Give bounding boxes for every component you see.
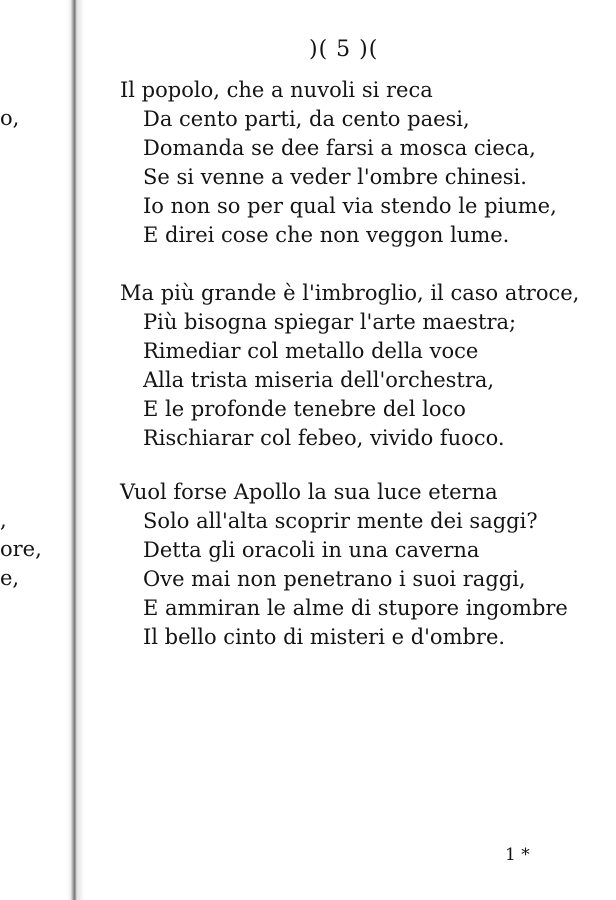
facing-page-edge xyxy=(0,0,64,900)
verse-line: Rimediar col metallo della voce xyxy=(143,339,479,363)
binding-gutter xyxy=(66,0,84,900)
verse-line: Detta gli oracoli in una caverna xyxy=(143,538,480,562)
stanza-2 xyxy=(120,279,590,453)
stanza-1 xyxy=(120,76,590,250)
page-number: )( 5 )( xyxy=(309,37,379,62)
facing-page-fragment: o, xyxy=(0,106,20,130)
verse-line: Il bello cinto di misteri e d'ombre. xyxy=(143,625,506,649)
verse-line: Il popolo, che a nuvoli si reca xyxy=(120,78,433,102)
facing-page-fragment: ore, xyxy=(0,537,42,561)
verse-line: Alla trista miseria dell'orchestra, xyxy=(143,368,495,392)
verse-line: Più bisogna spiegar l'arte maestra; xyxy=(143,310,517,334)
verse-line: E le profonde tenebre del loco xyxy=(143,397,466,421)
stanza-3 xyxy=(120,478,590,652)
verse-line: Domanda se dee farsi a mosca cieca, xyxy=(143,136,536,160)
verse-line: Da cento parti, da cento paesi, xyxy=(143,107,470,131)
printer-signature-mark: 1 * xyxy=(505,845,530,865)
verse-line: E ammiran le alme di stupore ingombre xyxy=(143,596,568,620)
verse-line: Io non so per qual via stendo le piume, xyxy=(143,194,557,218)
verse-line: Rischiarar col febeo, vivido fuoco. xyxy=(143,426,505,450)
verse-line: Solo all'alta scoprir mente dei saggi? xyxy=(143,509,538,533)
facing-page-fragment: , xyxy=(0,508,7,532)
verse-line: Ove mai non penetrano i suoi raggi, xyxy=(143,567,526,591)
verse-line: E direi cose che non veggon lume. xyxy=(143,223,510,247)
facing-page-fragment: e, xyxy=(0,566,20,590)
verse-line: Se si venne a veder l'ombre chinesi. xyxy=(143,165,527,189)
verse-line: Ma più grande è l'imbroglio, il caso atroce, xyxy=(120,281,580,305)
verse-line: Vuol forse Apollo la sua luce eterna xyxy=(120,480,498,504)
